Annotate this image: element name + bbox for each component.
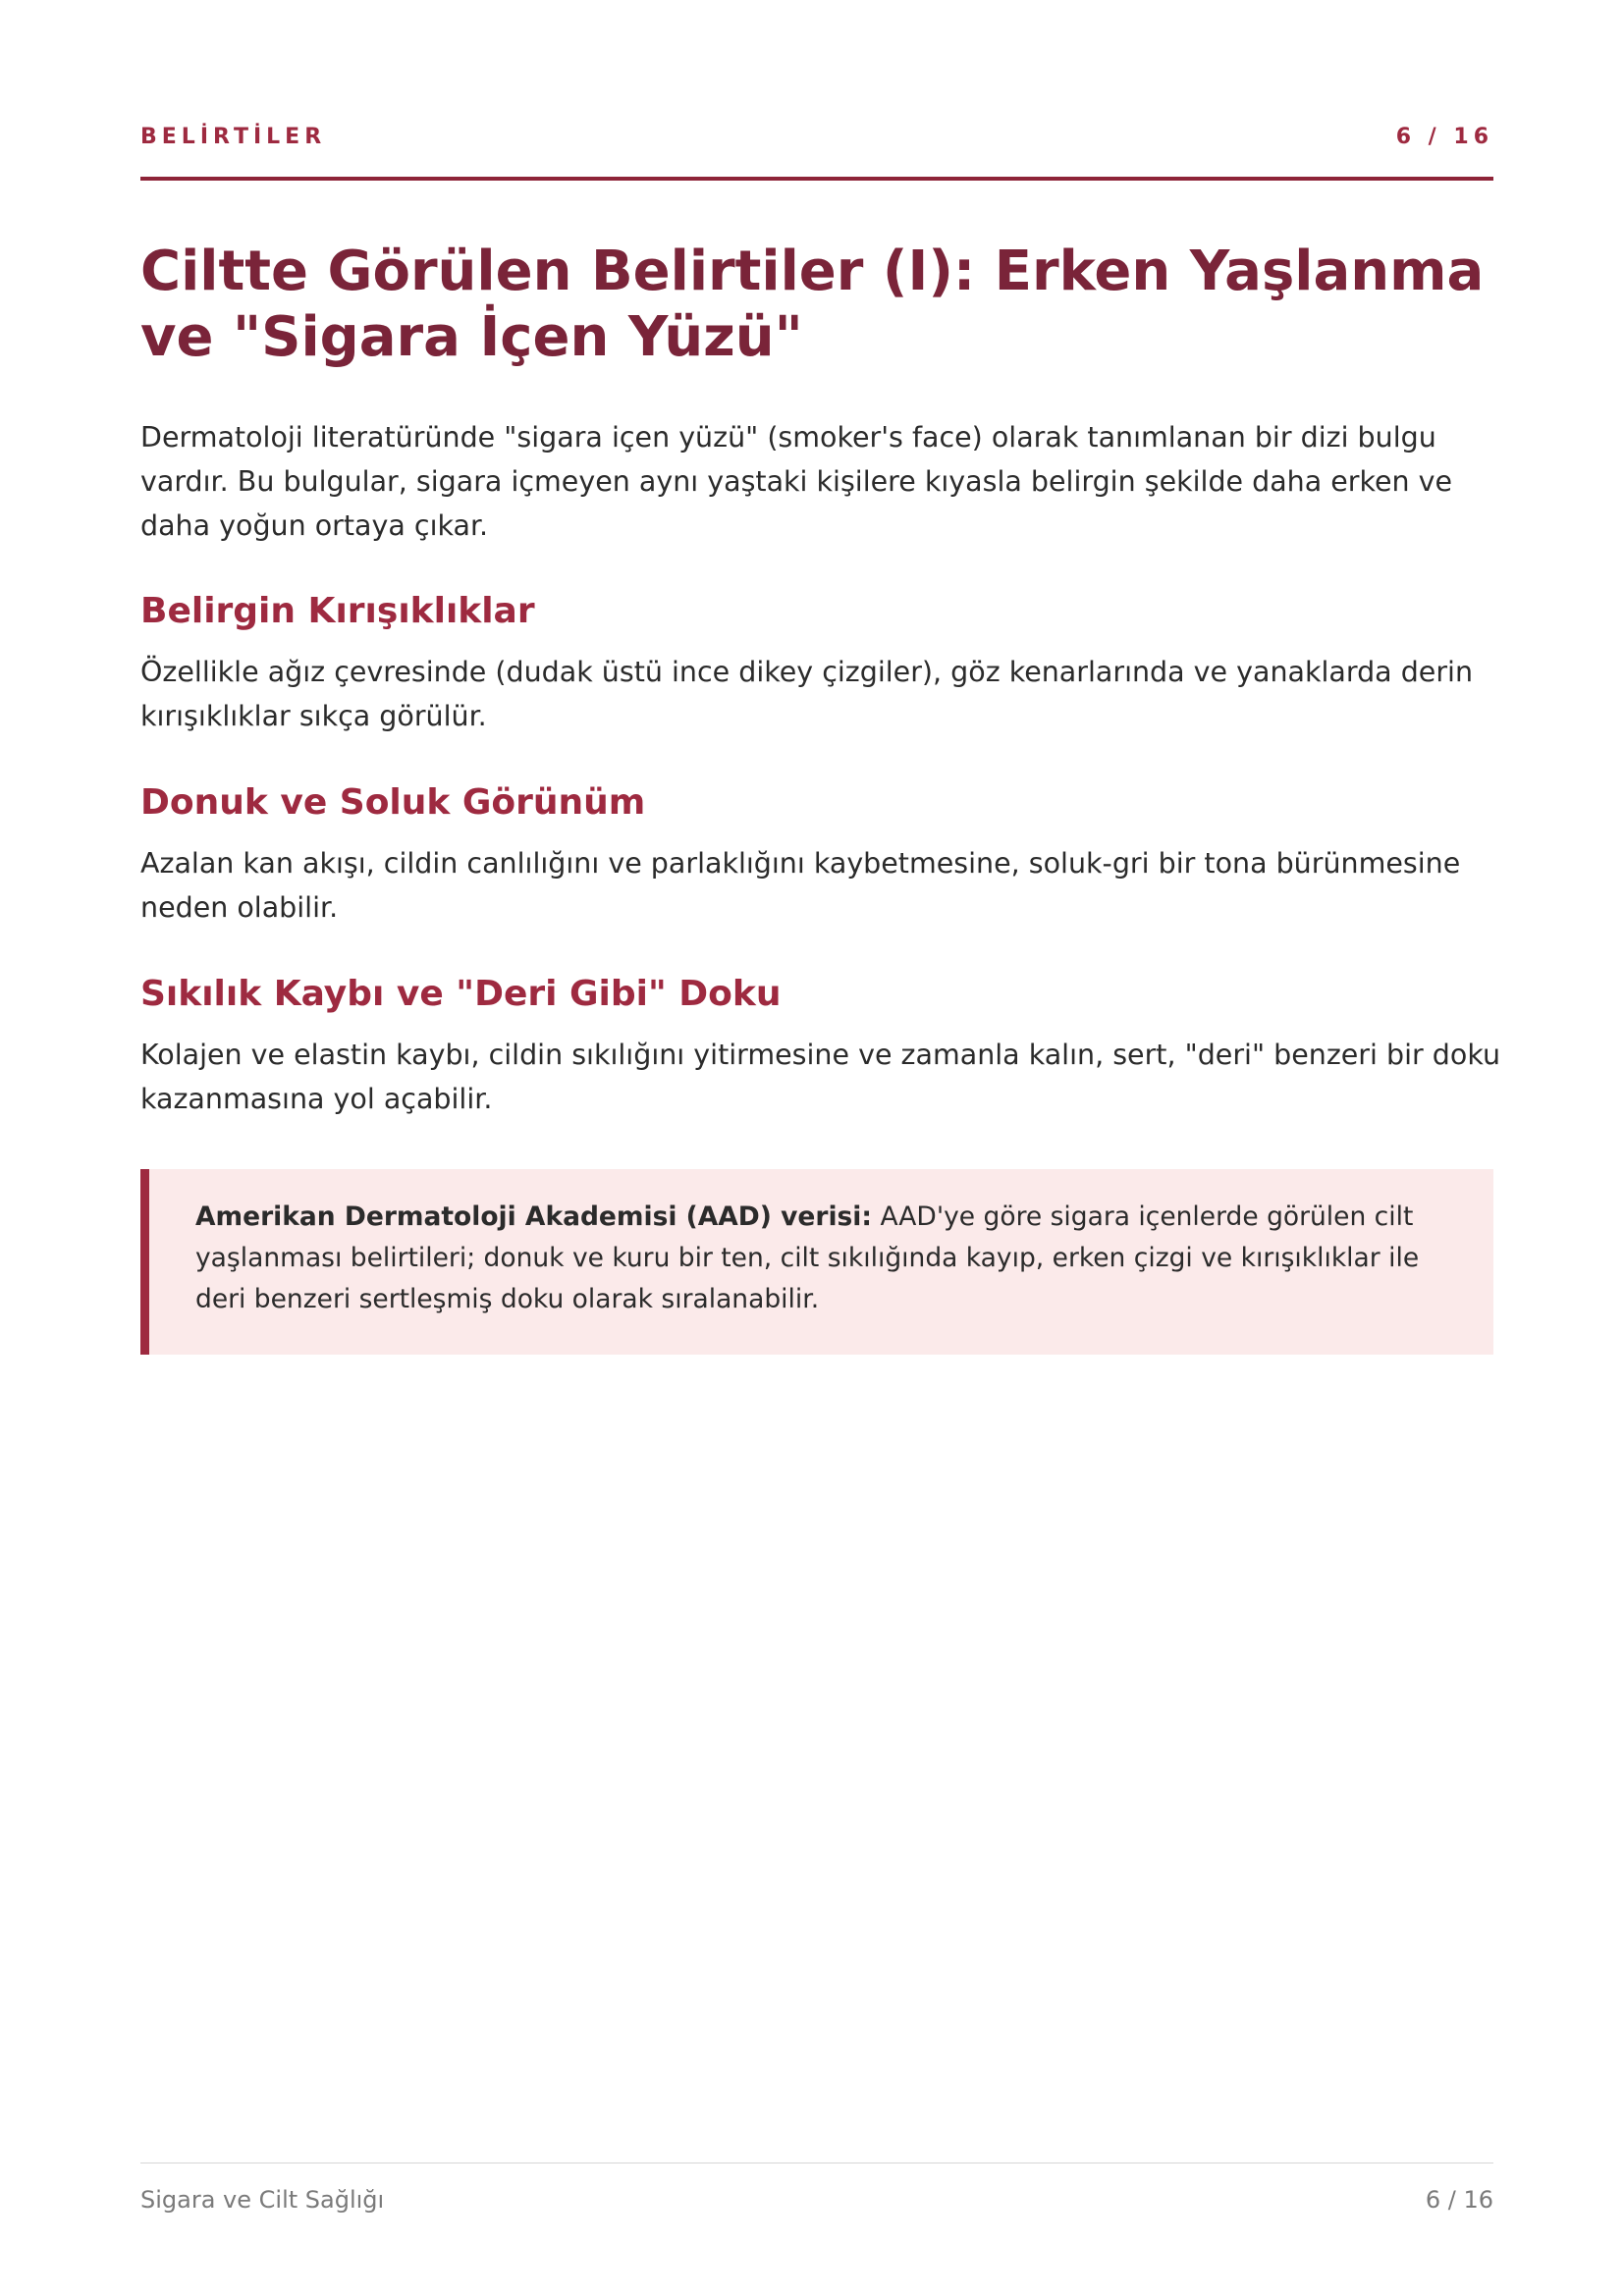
section-body-firmness-loss: Kolajen ve elastin kaybı, cildin sıkılığını yitirmesine ve zamanla kalın, sert, "deri" benzeri bir doku kazanmasına yol açabilir. xyxy=(140,1039,1501,1115)
document-page xyxy=(140,0,1501,2296)
header-page-number: 6 / 16 xyxy=(1395,125,1493,149)
callout-text xyxy=(195,1197,1472,1320)
aad-callout-box xyxy=(140,1169,1493,1355)
section-body-dull-appearance: Azalan kan akışı, cildin canlılığını ve parlaklığını kaybetmesine, soluk-gri bir tona bürünmesine neden olabilir. xyxy=(140,847,1461,924)
callout-label: Amerikan Dermatoloji Akademisi (AAD) verisi: xyxy=(195,1201,872,1232)
section-body-wrinkles: Özellikle ağız çevresinde (dudak üstü ince dikey çizgiler), göz kenarlarında ve yanaklarda derin kırışıklıklar sıkça görülür. xyxy=(140,656,1474,732)
page-header xyxy=(140,126,1493,181)
footer-document-title: Sigara ve Cilt Sağlığı xyxy=(140,2186,385,2214)
page-title: Ciltte Görülen Belirtiler (I): Erken Yaşlanma ve "Sigara İçen Yüzü" xyxy=(140,240,1485,369)
section-heading-wrinkles: Belirgin Kırışıklıklar xyxy=(140,591,535,631)
section-heading-firmness-loss: Sıkılık Kaybı ve "Deri Gibi" Doku xyxy=(140,974,782,1014)
footer-page-number: 6 / 16 xyxy=(1425,2186,1493,2214)
intro-paragraph: Dermatoloji literatüründe "sigara içen yüzü" (smoker's face) olarak tanımlanan bir dizi bulgu vardır. Bu bulgular, sigara içmeyen aynı yaştaki kişilere kıyasla belirgin şekilde daha erken ve daha yoğun ortaya çıkar. xyxy=(140,421,1453,542)
callout-body: AAD'ye göre sigara içenlerde görülen cilt yaşlanması belirtileri; donuk ve kuru bir ten, cilt sıkılığında kayıp, erken çizgi ve kırışıklıklar ile deri benzeri sertleşmiş doku olarak sıralanabilir. xyxy=(195,1201,1420,1314)
section-heading-dull-appearance: Donuk ve Soluk Görünüm xyxy=(140,782,646,823)
section-label: BELİRTİLER xyxy=(140,125,327,149)
